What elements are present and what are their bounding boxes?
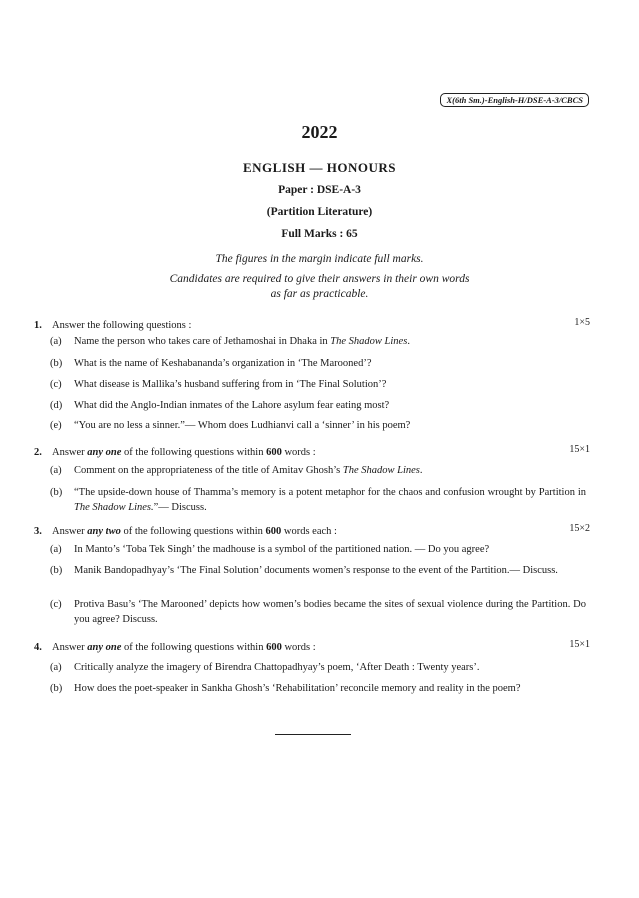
question-number: 3.	[34, 526, 42, 537]
sub-question	[50, 335, 586, 350]
sub-question	[50, 682, 586, 697]
sub-question-label: (b)	[50, 487, 63, 498]
paper-number: Paper : DSE-A-3	[278, 184, 361, 196]
end-rule	[275, 734, 351, 735]
question-number: 4.	[34, 642, 42, 653]
paper-topic: (Partition Literature)	[266, 206, 373, 218]
question-marks: 1×5	[574, 317, 590, 328]
question-stem: Answer any one of the following questions within 600 words :	[52, 642, 316, 653]
sub-question-label: (b)	[50, 358, 63, 369]
sub-question-text: “You are no less a sinner.”— Whom does Ludhianvi call a ‘sinner’ in his poem?	[74, 420, 411, 431]
book-title: The Shadow Lines	[342, 465, 420, 476]
sub-question-text: Manik Bandopadhyay’s ‘The Final Solution’ documents women’s response to the event of the Partition.— Discuss.	[74, 565, 558, 576]
sub-question-label: (a)	[50, 544, 62, 555]
sub-question	[50, 419, 586, 434]
sub-question-label: (a)	[50, 336, 62, 347]
full-marks: Full Marks : 65	[281, 228, 358, 240]
sub-question-label: (b)	[50, 565, 63, 576]
book-title: The Shadow Lines	[330, 336, 408, 347]
question-number: 1.	[34, 320, 42, 331]
sub-question	[50, 399, 586, 414]
question-stem: Answer any one of the following questions within 600 words :	[52, 447, 316, 458]
book-title: The Shadow Lines.	[74, 501, 154, 513]
sub-question	[50, 378, 586, 393]
sub-question	[50, 486, 586, 515]
sub-question-text: Name the person who takes care of Jethamoshai in Dhaka in The Shadow Lines.	[74, 336, 410, 347]
sub-question	[50, 464, 586, 479]
sub-question-text: What did the Anglo-Indian inmates of the Lahore asylum fear eating most?	[74, 400, 390, 411]
paper-code-label: X(6th Sm.)-English-H/DSE-A-3/CBCS	[440, 93, 589, 107]
question-marks: 15×1	[569, 444, 590, 455]
sub-question-text: What is the name of Keshabananda’s organization in ‘The Marooned’?	[74, 358, 372, 369]
sub-question-label: (a)	[50, 662, 62, 673]
question-marks: 15×1	[569, 639, 590, 650]
sub-question	[50, 661, 586, 676]
sub-question-text: What disease is Mallika’s husband suffering from in ‘The Final Solution’?	[74, 379, 387, 390]
sub-question-label: (c)	[50, 379, 62, 390]
sub-question-text: Protiva Basu’s ‘The Marooned’ depicts how women’s bodies became the sites of sexual violence during the Partition. Do you agree? Discuss.	[74, 599, 586, 625]
sub-question-label: (d)	[50, 400, 63, 411]
instruction-line: The figures in the margin indicate full marks.	[215, 253, 424, 265]
instruction-line: as far as practicable.	[270, 288, 369, 300]
sub-question-text: How does the poet-speaker in Sankha Ghosh’s ‘Rehabilitation’ reconcile memory and reality in the poem?	[74, 683, 521, 694]
sub-question	[50, 598, 586, 627]
question-stem: Answer the following questions :	[52, 320, 192, 331]
sub-question-text: Comment on the appropriateness of the title of Amitav Ghosh’s The Shadow Lines.	[74, 465, 423, 476]
subject-title: ENGLISH — HONOURS	[243, 160, 396, 175]
question-marks: 15×2	[569, 523, 590, 534]
sub-question	[50, 564, 586, 579]
question-stem: Answer any two of the following questions within 600 words each :	[52, 526, 337, 537]
sub-question-text: In Manto’s ‘Toba Tek Singh’ the madhouse is a symbol of the partitioned nation. — Do you agree?	[74, 544, 490, 555]
sub-question	[50, 543, 586, 558]
sub-question-label: (e)	[50, 420, 62, 431]
instruction-line: Candidates are required to give their answers in their own words	[169, 273, 470, 285]
sub-question-label: (b)	[50, 683, 63, 694]
sub-question-label: (a)	[50, 465, 62, 476]
sub-question-text: “The upside-down house of Thamma’s memory is a potent metaphor for the chaos and confusion wrought by Partition in The Shadow Lines.”— Discuss.	[74, 487, 586, 513]
sub-question-label: (c)	[50, 599, 62, 610]
sub-question	[50, 357, 586, 372]
question-number: 2.	[34, 447, 42, 458]
sub-question-text: Critically analyze the imagery of Birendra Chattopadhyay’s poem, ‘After Death : Twenty years’.	[74, 662, 480, 673]
exam-year: 2022	[301, 122, 338, 142]
